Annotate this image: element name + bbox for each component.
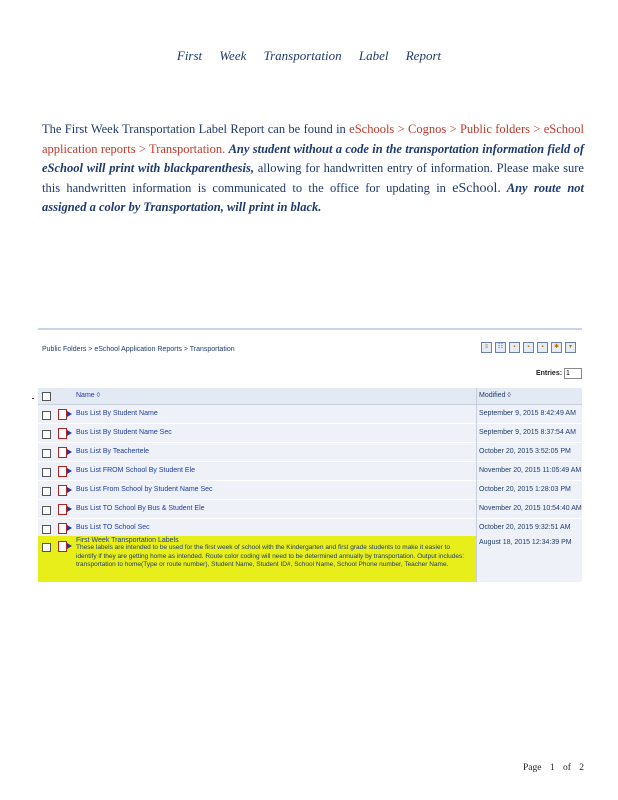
entries-control	[536, 368, 582, 379]
breadcrumb[interactable]: Public Folders > eSchool Application Reports > Transportation	[42, 346, 235, 353]
run-arrow-icon[interactable]	[67, 487, 72, 493]
report-title: First Week Transportation Label Report	[176, 48, 442, 63]
paragraph-eschool: eSchool.	[452, 180, 501, 196]
row-checkbox[interactable]	[42, 506, 51, 515]
report-link[interactable]: Bus List From School by Student Name Sec	[76, 486, 213, 493]
paragraph-note-code: Any student without a code in the transportation information field of eSchool will print with blackparenthesis,	[42, 141, 584, 175]
name-column-header[interactable]: Name ◊	[76, 392, 101, 399]
folder-path: eSchools > Cognos > Public folders > eSchool application reports > Transportation.	[42, 122, 584, 156]
row-checkbox[interactable]	[42, 525, 51, 534]
row-checkbox[interactable]	[42, 468, 51, 477]
report-icon	[58, 447, 67, 458]
report-icon	[58, 409, 67, 420]
details-view-icon[interactable]: ☷	[495, 342, 506, 353]
select-all-checkbox[interactable]	[42, 392, 51, 401]
page-label: Page	[523, 763, 542, 773]
paragraph-handwritten: allowing for handwritten entry of information. Please make sure this handwritten information is communicated to the office for updating in	[42, 161, 584, 195]
modified-date: October 20, 2015 1:28:03 PM	[479, 486, 571, 493]
column-divider	[476, 388, 477, 582]
run-arrow-icon[interactable]	[67, 525, 72, 531]
table-row	[38, 462, 582, 481]
report-icon	[58, 541, 67, 552]
help-icon[interactable]: ▾	[565, 342, 576, 353]
report-icon	[58, 523, 67, 534]
run-arrow-icon[interactable]	[67, 468, 72, 474]
table-row	[38, 424, 582, 443]
row-checkbox[interactable]	[42, 543, 51, 552]
table-header	[38, 388, 582, 405]
report-icon	[58, 466, 67, 477]
report-link-first-week-labels[interactable]: First Week Transportation Labels	[76, 537, 179, 544]
row-checkbox[interactable]	[42, 449, 51, 458]
report-icon	[58, 504, 67, 515]
paragraph-intro: The First Week Transportation Label Report can be found in	[42, 122, 350, 136]
entries-input[interactable]	[564, 368, 582, 379]
new-folder-icon[interactable]: ▪	[509, 342, 520, 353]
new-report-icon[interactable]: ▪	[523, 342, 534, 353]
row-checkbox[interactable]	[42, 487, 51, 496]
page-of: of	[562, 763, 571, 773]
report-link[interactable]: Bus List By Student Name	[76, 410, 158, 417]
report-link[interactable]: Bus List By Student Name Sec	[76, 429, 172, 436]
page-footer	[523, 763, 584, 773]
page-number: 1	[549, 763, 555, 773]
table-row	[38, 405, 582, 424]
modified-date: September 9, 2015 8:37:54 AM	[479, 429, 576, 436]
row-checkbox[interactable]	[42, 411, 51, 420]
cognos-screenshot	[38, 328, 582, 582]
modified-date: October 20, 2015 3:52:05 PM	[479, 448, 571, 455]
report-description: These labels are intended to be used for the first week of school with the Kindergarten and first grade students to make it easier to identify if they are getting home as intended. Route color coding will need to be determined annually by transportation. Output includes: transportation to home(Type or route number), Student Name, Student ID#, School Name, School Phone number, Teacher Name.	[76, 544, 465, 568]
modified-date: November 20, 2015 11:05:49 AM	[479, 467, 582, 474]
run-arrow-icon[interactable]	[67, 543, 72, 549]
toolbar	[481, 342, 576, 353]
report-link[interactable]: Bus List TO School By Bus & Student Ele	[76, 505, 205, 512]
report-link[interactable]: Bus List TO School Sec	[76, 524, 150, 531]
run-arrow-icon[interactable]	[67, 506, 72, 512]
settings-icon[interactable]: ✱	[551, 342, 562, 353]
modified-date: October 20, 2015 9:32:51 AM	[479, 524, 571, 531]
stray-mark	[32, 398, 34, 399]
table-row	[38, 500, 582, 519]
run-arrow-icon[interactable]	[67, 449, 72, 455]
modified-date: November 20, 2015 10:54:40 AM	[479, 505, 582, 512]
report-icon	[58, 485, 67, 496]
table-row	[38, 443, 582, 462]
breadcrumb-bar	[38, 330, 582, 377]
modified-date: August 18, 2015 12:34:39 PM	[479, 539, 572, 546]
entries-label: Entries:	[535, 370, 563, 377]
cut-icon[interactable]: ▪	[537, 342, 548, 353]
paragraph-route-note: Any route not assigned a color by Transportation, will print in black.	[42, 180, 584, 214]
instructions-paragraph	[42, 120, 584, 218]
page-total: 2	[579, 763, 585, 773]
list-view-icon[interactable]: ≡	[481, 342, 492, 353]
report-link[interactable]: Bus List FROM School By Student Ele	[76, 467, 196, 474]
table-row	[38, 481, 582, 500]
modified-column-header[interactable]: Modified ◊	[479, 392, 511, 399]
row-checkbox[interactable]	[42, 430, 51, 439]
report-link[interactable]: Bus List By Teachertele	[76, 448, 150, 455]
run-arrow-icon[interactable]	[67, 430, 72, 436]
modified-date: September 9, 2015 8:42:49 AM	[479, 410, 576, 417]
report-icon	[58, 428, 67, 439]
run-arrow-icon[interactable]	[67, 411, 72, 417]
